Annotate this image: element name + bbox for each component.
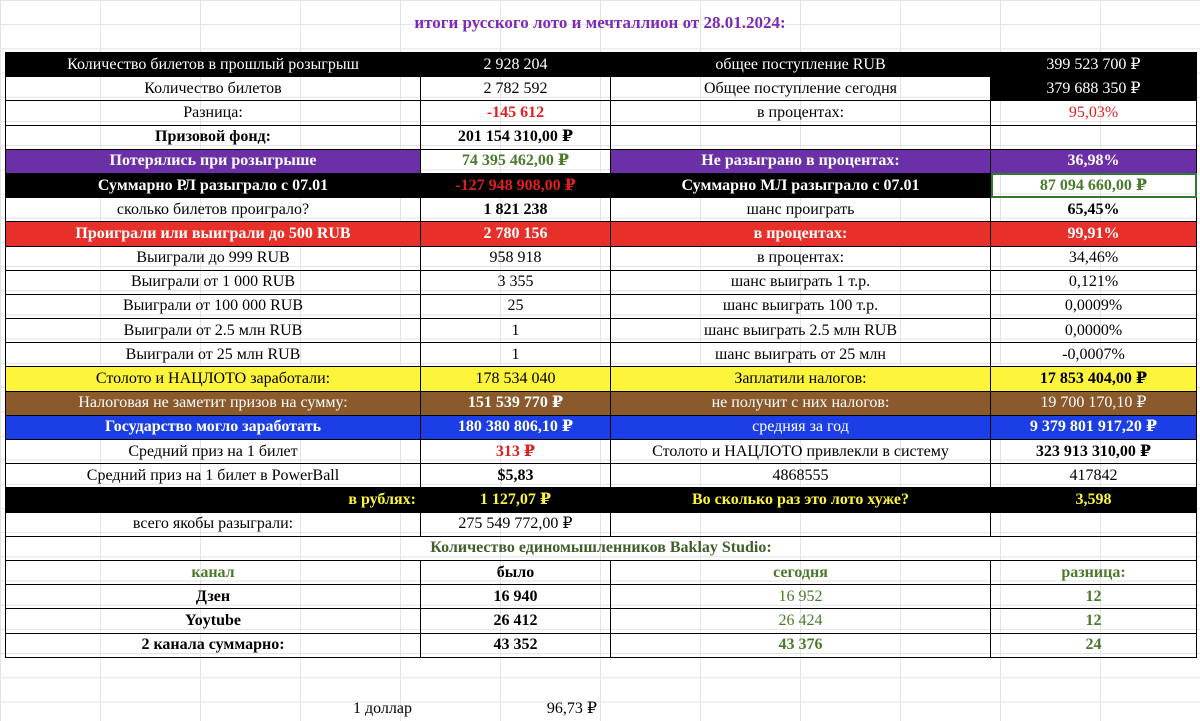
table-cell[interactable]: Призовой фонд:: [6, 125, 421, 149]
table-row: [6, 633, 1197, 657]
table-cell[interactable]: Заплатили налогов:: [611, 367, 991, 391]
table-cell[interactable]: Во сколько раз это лото хуже?: [611, 488, 991, 512]
column-header[interactable]: было: [421, 560, 611, 584]
table-row: [6, 585, 1197, 609]
table-cell[interactable]: 95,03%: [991, 101, 1197, 125]
table-row: [6, 367, 1197, 391]
table-cell[interactable]: общее поступление RUB: [611, 53, 991, 77]
table-cell[interactable]: в рублях:: [6, 488, 421, 512]
table-cell[interactable]: в процентах:: [611, 101, 991, 125]
table-cell[interactable]: 2 928 204: [421, 53, 611, 77]
table-cell[interactable]: 0,0000%: [991, 319, 1197, 343]
table-cell[interactable]: Выиграли от 100 000 RUB: [6, 294, 421, 318]
table-cell[interactable]: Дзен: [6, 585, 421, 609]
table-row: [6, 125, 1197, 149]
table-cell[interactable]: 3 355: [421, 270, 611, 294]
column-header[interactable]: канал: [6, 560, 421, 584]
table-cell[interactable]: Суммарно МЛ разыграло с 07.01: [611, 173, 991, 197]
table-cell[interactable]: 417842: [991, 464, 1197, 488]
table-cell[interactable]: 3,598: [991, 488, 1197, 512]
table-cell[interactable]: Потерялись при розыгрыше: [6, 149, 421, 173]
table-cell[interactable]: шанс выиграть 2.5 млн RUB: [611, 319, 991, 343]
table-cell[interactable]: Проиграли или выиграли до 500 RUB: [6, 222, 421, 246]
table-cell[interactable]: Столото и НАЦЛОТО заработали:: [6, 367, 421, 391]
dollar-label[interactable]: 1 доллар: [353, 700, 412, 717]
table-cell[interactable]: 958 918: [421, 246, 611, 270]
table-cell[interactable]: 2 782 592: [421, 77, 611, 101]
table-row: [6, 609, 1197, 633]
table-cell[interactable]: в процентах:: [611, 222, 991, 246]
table-row: [6, 77, 1197, 101]
table-cell[interactable]: [611, 125, 991, 149]
table-cell[interactable]: Общее поступление сегодня: [611, 77, 991, 101]
table-cell[interactable]: [611, 512, 991, 536]
table-cell[interactable]: не получит с них налогов:: [611, 391, 991, 415]
table-cell[interactable]: шанс выиграть от 25 млн: [611, 343, 991, 367]
table-row: [6, 149, 1197, 173]
table-cell[interactable]: $5,83: [421, 464, 611, 488]
table-cell[interactable]: Средний приз на 1 билет: [6, 440, 421, 464]
table-cell[interactable]: 2 780 156: [421, 222, 611, 246]
table-cell[interactable]: 323 913 310,00 ₽: [991, 440, 1197, 464]
column-header[interactable]: сегодня: [611, 560, 991, 584]
table-row: [6, 198, 1197, 222]
table-row: [6, 101, 1197, 125]
table-cell[interactable]: Суммарно РЛ разыграло с 07.01: [6, 173, 421, 197]
table-cell[interactable]: 0,0009%: [991, 294, 1197, 318]
table-cell[interactable]: 43 376: [611, 633, 991, 657]
table-cell[interactable]: всего якобы разыграли:: [6, 512, 421, 536]
table-cell[interactable]: Количество билетов: [6, 77, 421, 101]
table-cell[interactable]: 275 549 772,00 ₽: [421, 512, 611, 536]
table-row: [6, 464, 1197, 488]
table-cell[interactable]: 34,46%: [991, 246, 1197, 270]
table-cell[interactable]: средняя за год: [611, 415, 991, 439]
table-row: [6, 270, 1197, 294]
table-cell[interactable]: -145 612: [421, 101, 611, 125]
table-row: [6, 536, 1197, 560]
table-cell[interactable]: 99,91%: [991, 222, 1197, 246]
table-cell[interactable]: 151 539 770 ₽: [421, 391, 611, 415]
table-cell[interactable]: 65,45%: [991, 198, 1197, 222]
table-row: [6, 440, 1197, 464]
table-cell[interactable]: 43 352: [421, 633, 611, 657]
table-cell[interactable]: 1 821 238: [421, 198, 611, 222]
table-cell[interactable]: Не разыграно в процентах:: [611, 149, 991, 173]
table-cell[interactable]: Выиграли от 2.5 млн RUB: [6, 319, 421, 343]
table-cell[interactable]: 180 380 806,10 ₽: [421, 415, 611, 439]
table-row: [6, 246, 1197, 270]
table-row: [6, 512, 1197, 536]
table-cell[interactable]: 201 154 310,00 ₽: [421, 125, 611, 149]
table-row: [6, 415, 1197, 439]
table-cell[interactable]: 24: [991, 633, 1197, 657]
table-row: [6, 173, 1197, 197]
table-cell[interactable]: 25: [421, 294, 611, 318]
table-row: [6, 294, 1197, 318]
table-cell[interactable]: -0,0007%: [991, 343, 1197, 367]
table-cell[interactable]: 0,121%: [991, 270, 1197, 294]
table-cell[interactable]: сколько билетов проиграло?: [6, 198, 421, 222]
table-cell[interactable]: 26 424: [611, 609, 991, 633]
table-cell[interactable]: 12: [991, 585, 1197, 609]
table-cell-selected[interactable]: 87 094 660,00 ₽: [991, 173, 1197, 197]
table-cell[interactable]: шанс выиграть 100 т.р.: [611, 294, 991, 318]
table-cell[interactable]: 178 534 040: [421, 367, 611, 391]
table-cell[interactable]: 16 940: [421, 585, 611, 609]
table-row: [6, 319, 1197, 343]
sheet-title: итоги русского лото и мечталлион от 28.01.2024:: [414, 13, 786, 32]
table-cell[interactable]: шанс выиграть 1 т.р.: [611, 270, 991, 294]
table-cell[interactable]: 16 952: [611, 585, 991, 609]
table-cell[interactable]: 19 700 170,10 ₽: [991, 391, 1197, 415]
table-cell[interactable]: Государство могло заработать: [6, 415, 421, 439]
table-cell[interactable]: Выиграли до 999 RUB: [6, 246, 421, 270]
table-cell[interactable]: Выиграли от 25 млн RUB: [6, 343, 421, 367]
table-cell[interactable]: шанс проиграть: [611, 198, 991, 222]
table-row: [6, 53, 1197, 77]
table-cell[interactable]: 399 523 700 ₽: [991, 53, 1197, 77]
table-cell[interactable]: 1: [421, 343, 611, 367]
table-cell[interactable]: Yoytube: [6, 609, 421, 633]
subscribers-header-row: [6, 560, 1197, 584]
table-cell[interactable]: Средний приз на 1 билет в PowerBall: [6, 464, 421, 488]
table-cell[interactable]: Налоговая не заметит призов на сумму:: [6, 391, 421, 415]
table-cell[interactable]: 12: [991, 609, 1197, 633]
table-cell[interactable]: 379 688 350 ₽: [991, 77, 1197, 101]
table-cell[interactable]: Выиграли от 1 000 RUB: [6, 270, 421, 294]
table-row: [6, 222, 1197, 246]
table-cell[interactable]: Количество билетов в прошлый розыгрыш: [6, 53, 421, 77]
results-table: [5, 52, 1197, 658]
column-header[interactable]: разница:: [991, 560, 1197, 584]
table-cell[interactable]: 1 127,07 ₽: [421, 488, 611, 512]
table-cell[interactable]: 2 канала суммарно:: [6, 633, 421, 657]
table-cell[interactable]: 313 ₽: [421, 440, 611, 464]
table-cell[interactable]: 26 412: [421, 609, 611, 633]
table-cell[interactable]: 4868555: [611, 464, 991, 488]
table-cell[interactable]: [991, 125, 1197, 149]
table-cell[interactable]: 9 379 801 917,20 ₽: [991, 415, 1197, 439]
table-cell[interactable]: 1: [421, 319, 611, 343]
table-cell[interactable]: Столото и НАЦЛОТО привлекли в систему: [611, 440, 991, 464]
table-cell[interactable]: -127 948 908,00 ₽: [421, 173, 611, 197]
table-cell[interactable]: Разница:: [6, 101, 421, 125]
table-row: [6, 488, 1197, 512]
table-cell[interactable]: 36,98%: [991, 149, 1197, 173]
table-cell[interactable]: 74 395 462,00 ₽: [421, 149, 611, 173]
table-cell[interactable]: в процентах:: [611, 246, 991, 270]
dollar-value[interactable]: 96,73 ₽: [546, 700, 597, 717]
table-row: [6, 343, 1197, 367]
table-row: [6, 391, 1197, 415]
table-cell[interactable]: [991, 512, 1197, 536]
subscribers-title[interactable]: Количество единомышленников Baklay Studio:: [6, 536, 1197, 560]
table-cell[interactable]: 17 853 404,00 ₽: [991, 367, 1197, 391]
